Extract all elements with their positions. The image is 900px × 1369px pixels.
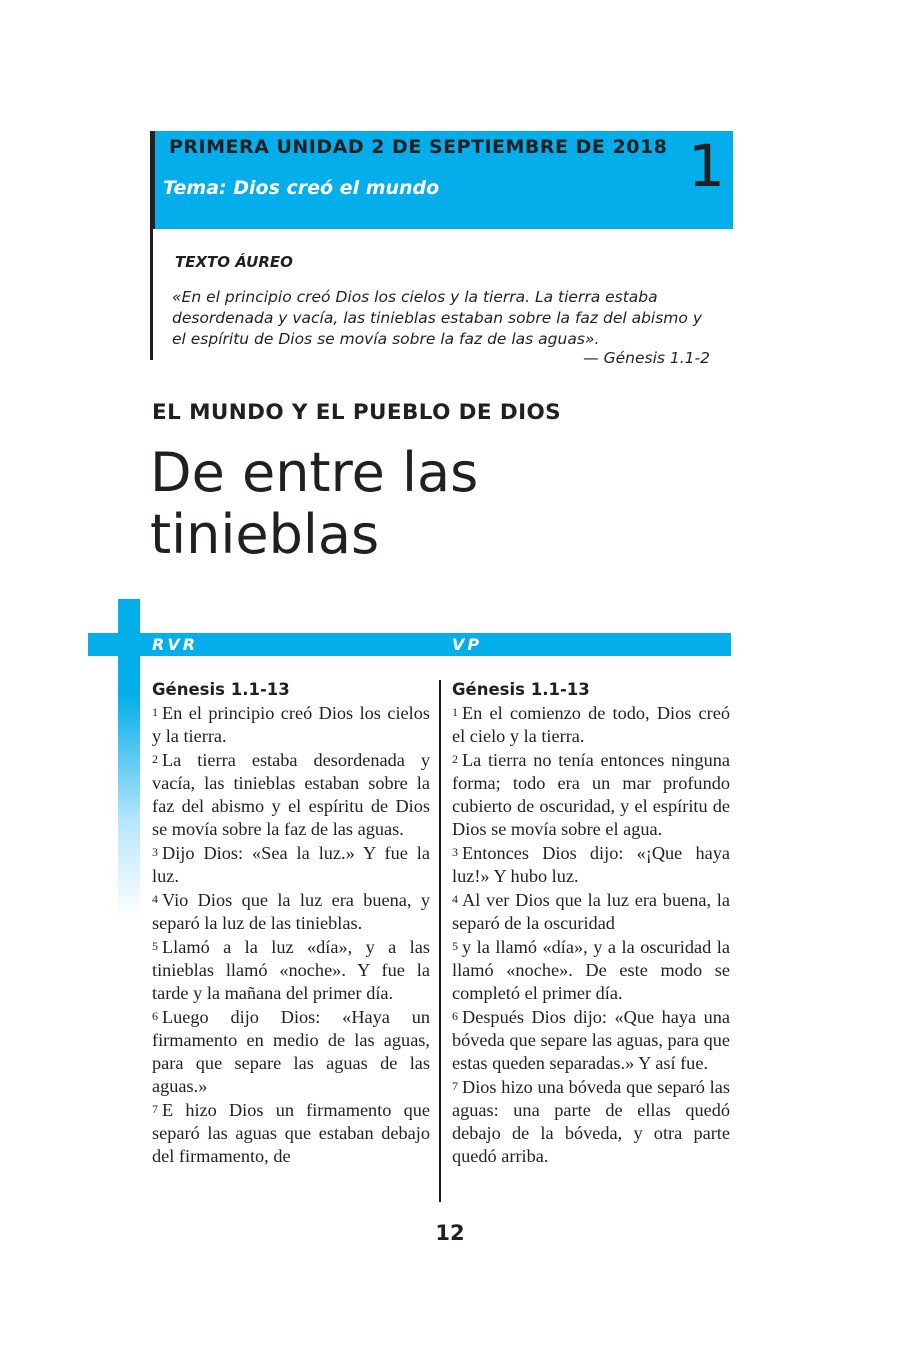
verse-number: 2 [152, 752, 158, 766]
verse [152, 748, 430, 841]
rvr-passage-reference: Génesis 1.1-13 [152, 680, 290, 699]
verse [452, 701, 730, 748]
verse [452, 935, 730, 1005]
header-left-rule [150, 131, 155, 229]
verse-number: 3 [452, 845, 458, 859]
vp-column [452, 678, 730, 1168]
verse-text: Al ver Dios que la luz era buena, la separó de la oscuridad [452, 890, 730, 933]
verse-number: 2 [452, 752, 458, 766]
verse-text: Dijo Dios: «Sea la luz.» Y fue la luz. [152, 843, 430, 886]
verse-number: 5 [452, 939, 458, 953]
golden-text-rule [150, 229, 153, 360]
verse [152, 1005, 430, 1098]
verse-text: La tierra estaba desordenada y vacía, las tinieblas estaban sobre la faz del abismo y el espíritu de Dios se movía sobre la faz de las aguas. [152, 750, 430, 839]
lesson-number: 1 [688, 132, 725, 200]
verse-number: 5 [152, 939, 158, 953]
verse [152, 701, 430, 748]
verse [452, 1005, 730, 1075]
verse-text: Dios hizo una bóveda que separó las aguas: una parte de ellas quedó debajo de la bóveda, y otra parte quedó arriba. [452, 1077, 730, 1166]
verse [152, 888, 430, 935]
verse [452, 888, 730, 935]
verse [452, 841, 730, 888]
verse [152, 935, 430, 1005]
version-label-rvr: RVR [152, 635, 199, 654]
verse-number: 4 [452, 892, 458, 906]
verse-number: 6 [152, 1009, 158, 1023]
lesson-theme: Tema: Dios creó el mundo [163, 177, 440, 199]
verse-number: 6 [452, 1009, 458, 1023]
verse-text: Llamó a la luz «día», y a las tinieblas llamó «noche». Y fue la tarde y la mañana del primer día. [152, 937, 430, 1003]
vp-passage-reference: Génesis 1.1-13 [452, 680, 590, 699]
verse-text: E hizo Dios un firmamento que separó las aguas que estaban debajo del firmamento, de [152, 1100, 430, 1166]
verse [452, 748, 730, 841]
rvr-column [152, 678, 430, 1168]
verse-number: 4 [152, 892, 158, 906]
column-divider [439, 680, 441, 1202]
page-number: 12 [435, 1221, 465, 1245]
golden-text-quote: «En el principio creó Dios los cielos y la tierra. La tierra estaba desordenada y vacía, las tinieblas estaban sobre la faz del abismo y el espíritu de Dios se movía sobre la faz de las aguas». [172, 288, 702, 348]
series-title: EL MUNDO Y EL PUEBLO DE DIOS [152, 400, 562, 425]
verse-text: Entonces Dios dijo: «¡Que haya luz!» Y hubo luz. [452, 843, 730, 886]
unit-date-line: PRIMERA UNIDAD 2 DE SEPTIEMBRE DE 2018 [169, 136, 668, 158]
verse-text: Vio Dios que la luz era buena, y separó la luz de las tinieblas. [152, 890, 430, 933]
verse [152, 841, 430, 888]
verse-text: y la llamó «día», y a la oscuridad la llamó «noche». De este modo se completó el primer día. [452, 937, 730, 1003]
verse-number: 7 [452, 1079, 458, 1093]
verse-number: 1 [452, 705, 458, 719]
golden-text-label: TEXTO ÁUREO [175, 253, 293, 271]
verse [452, 1075, 730, 1168]
verse-text: Después Dios dijo: «Que haya una bóveda que separe las aguas, para que estas queden separadas.» Y así fue. [452, 1007, 730, 1073]
verse-text: La tierra no tenía entonces ninguna forma; todo era un mar profundo cubierto de oscuridad, y el espíritu de Dios se movía sobre el agua. [452, 750, 730, 839]
version-label-vp: VP [452, 635, 483, 654]
lesson-title: De entre las tinieblas [150, 441, 479, 566]
verse-number: 1 [152, 705, 158, 719]
verse-text: En el principio creó Dios los cielos y la tierra. [152, 703, 430, 746]
verse-text: Luego dijo Dios: «Haya un firmamento en medio de las aguas, para que separe las aguas de las aguas.» [152, 1007, 430, 1096]
verse [152, 1098, 430, 1168]
verse-number: 3 [152, 845, 158, 859]
verse-text: En el comienzo de todo, Dios creó el cielo y la tierra. [452, 703, 730, 746]
golden-text-reference: — Génesis 1.1-2 [583, 349, 710, 367]
verse-number: 7 [152, 1102, 158, 1116]
